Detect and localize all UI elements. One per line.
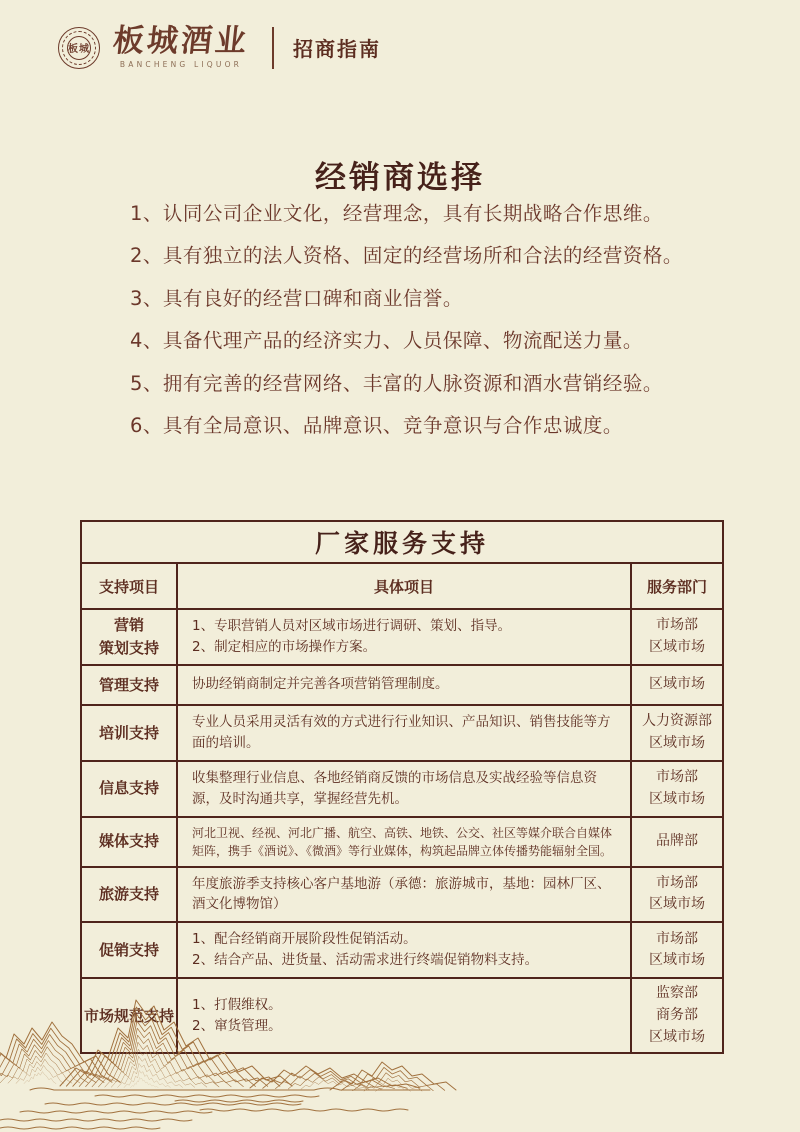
mountain-contours-icon xyxy=(0,982,470,1132)
table-row xyxy=(81,609,723,665)
details-cell: 收集整理行业信息、各地经销商反馈的市场信息及实战经验等信息资源，及时沟通共享，掌握经营先机。 xyxy=(177,761,631,817)
criteria-list xyxy=(130,203,690,458)
table-row xyxy=(81,761,723,817)
criterion-item xyxy=(130,288,690,309)
column-header-dept: 服务部门 xyxy=(631,563,723,609)
department-cell: 市场部 区域市场 xyxy=(631,922,723,978)
criterion-number: 6、 xyxy=(130,414,163,438)
details-cell: 协助经销商制定并完善各项营销管理制度。 xyxy=(177,665,631,705)
criterion-number: 5、 xyxy=(130,371,163,395)
criterion-item xyxy=(130,330,690,351)
service-support-table xyxy=(80,520,724,1054)
support-item-cell: 管理支持 xyxy=(81,665,177,705)
criterion-text: 具有全局意识、品牌意识、竞争意识与合作忠诚度。 xyxy=(162,414,623,438)
table-title-row xyxy=(81,521,723,563)
support-item-cell: 营销 策划支持 xyxy=(81,609,177,665)
support-item-cell: 市场规范支持 xyxy=(81,978,177,1053)
criterion-text: 具备代理产品的经济实力、人员保障、物流配送力量。 xyxy=(162,329,643,353)
seal-text: 板城 xyxy=(68,44,90,55)
department-cell: 区域市场 xyxy=(631,665,723,705)
column-header-details: 具体项目 xyxy=(177,563,631,609)
criterion-number: 1、 xyxy=(130,202,163,225)
brand-seal-icon xyxy=(58,27,100,69)
department-cell: 监察部 商务部 区域市场 xyxy=(631,978,723,1053)
table-header-row xyxy=(81,563,723,609)
table-title: 厂家服务支持 xyxy=(81,521,723,563)
column-header-item: 支持项目 xyxy=(81,563,177,609)
criterion-number: 2、 xyxy=(130,244,163,268)
table-row xyxy=(81,665,723,705)
support-item-cell: 促销支持 xyxy=(81,922,177,978)
department-cell: 市场部 区域市场 xyxy=(631,761,723,817)
brand-name-cn: 板城酒业 xyxy=(111,23,251,59)
brand-block xyxy=(111,23,251,69)
table-row xyxy=(81,922,723,978)
criterion-item xyxy=(130,245,690,266)
details-cell: 1、专职营销人员对区域市场进行调研、策划、指导。 2、制定相应的市场操作方案。 xyxy=(177,609,631,665)
criterion-item xyxy=(130,373,690,394)
support-item-cell: 旅游支持 xyxy=(81,867,177,923)
details-cell: 专业人员采用灵活有效的方式进行行业知识、产品知识、销售技能等方面的培训。 xyxy=(177,705,631,761)
support-item-cell: 媒体支持 xyxy=(81,817,177,867)
page-header xyxy=(58,23,381,69)
criterion-text: 认同公司企业文化，经营理念，具有长期战略合作思维。 xyxy=(162,202,663,225)
department-cell: 人力资源部 区域市场 xyxy=(631,705,723,761)
criterion-item xyxy=(130,203,690,224)
criterion-number: 3、 xyxy=(130,286,163,310)
details-cell: 1、配合经销商开展阶段性促销活动。 2、结合产品、进货量、活动需求进行终端促销物料支持。 xyxy=(177,922,631,978)
criterion-item xyxy=(130,415,690,436)
department-cell: 市场部 区域市场 xyxy=(631,609,723,665)
table-row xyxy=(81,705,723,761)
criterion-text: 拥有完善的经营网络、丰富的人脉资源和酒水营销经验。 xyxy=(162,371,663,395)
brand-name-en: BANCHENG LIQUOR xyxy=(119,60,243,69)
criterion-text: 具有独立的法人资格、固定的经营场所和合法的经营资格。 xyxy=(162,244,683,268)
support-item-cell: 信息支持 xyxy=(81,761,177,817)
support-item-cell: 培训支持 xyxy=(81,705,177,761)
mountain-artwork xyxy=(0,982,470,1132)
header-divider xyxy=(272,27,274,69)
table-row xyxy=(81,817,723,867)
criterion-text: 具有良好的经营口碑和商业信誉。 xyxy=(162,286,463,310)
page-title: 经销商选择 xyxy=(315,160,485,196)
department-cell: 品牌部 xyxy=(631,817,723,867)
table-row xyxy=(81,867,723,923)
doc-label: 招商指南 xyxy=(293,37,381,61)
details-cell: 河北卫视、经视、河北广播、航空、高铁、地铁、公交、社区等媒介联合自媒体矩阵，携手《酒说》、《微酒》等行业媒体，构筑起品牌立体传播势能辐射全国。 xyxy=(177,817,631,867)
details-cell: 1、打假维权。 2、窜货管理。 xyxy=(177,978,631,1053)
department-cell: 市场部 区域市场 xyxy=(631,867,723,923)
criterion-number: 4、 xyxy=(130,329,163,353)
details-cell: 年度旅游季支持核心客户基地游（承德：旅游城市，基地：园林厂区、酒文化博物馆） xyxy=(177,867,631,923)
